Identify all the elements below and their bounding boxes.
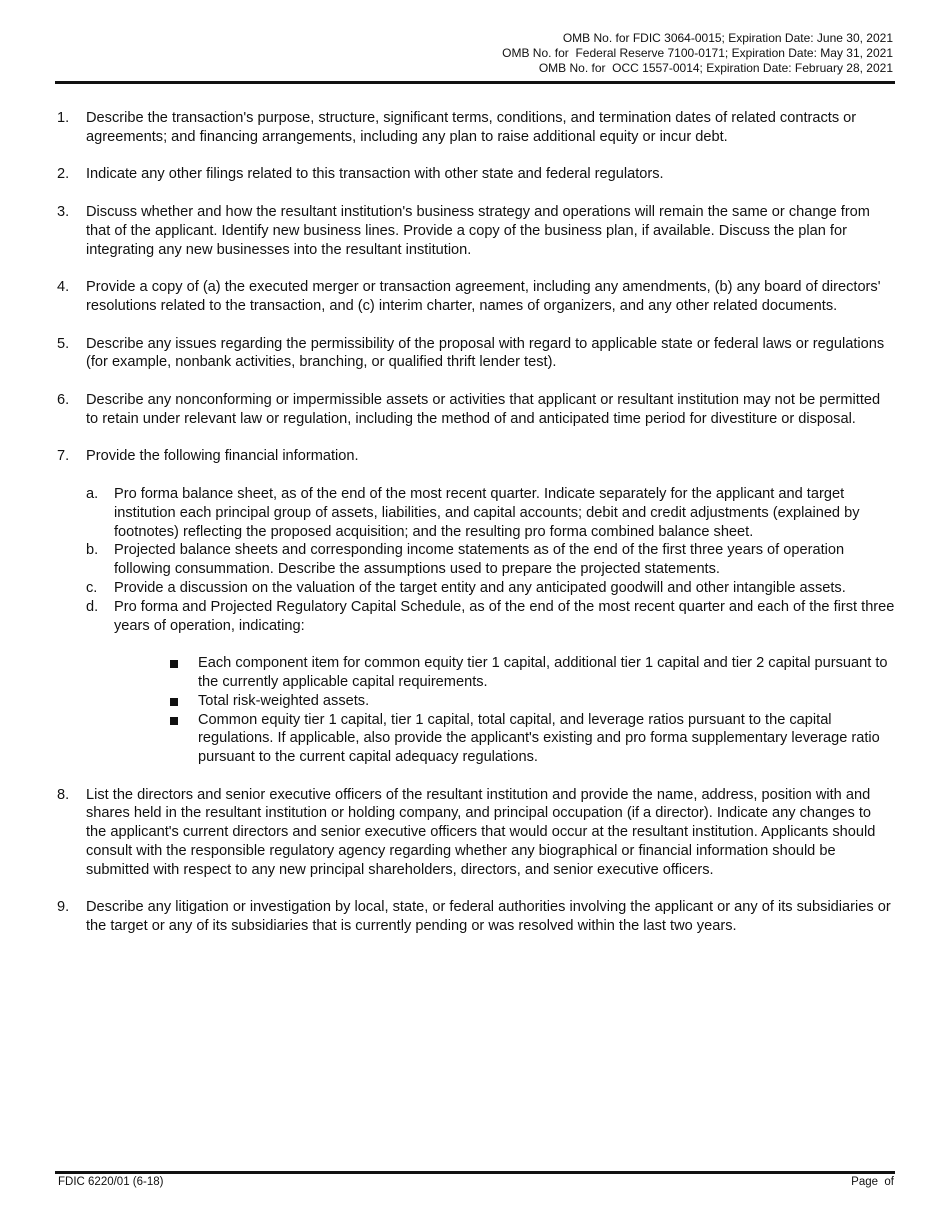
item-number: 9. (57, 899, 70, 916)
list-item-8 (55, 786, 895, 880)
item-text: Describe any nonconforming or impermissible assets or activities that applicant or resultant institution may not be permitted to retain under relevant law or regulation, including the method of and anticipated time period for divestiture or disposal. (86, 391, 881, 427)
omb-line-federal-reserve: OMB No. for Federal Reserve 7100-0171; Expiration Date: May 31, 2021 (502, 46, 893, 60)
item-number: 3. (57, 203, 70, 220)
item-text: List the directors and senior executive officers of the resultant institution and provide the name, address, position with and shares held in the resultant institution or holding company, and principal occupation (if a director). Indicate any changes to the applicant's current directors and senior executive officers that would occur at the resultant institution. Applicants should consult with the responsible regulatory agency regarding whether any biographical or financial information should be submitted with respect to any new principal shareholders, directors, and senior executive officers. (86, 786, 876, 878)
item-number: 8. (57, 786, 70, 803)
list-item-1 (55, 109, 895, 147)
sub-item-letter: a. (86, 485, 99, 502)
bullet-item (170, 711, 895, 767)
item-text: Discuss whether and how the resultant institution's business strategy and operations will remain the same or change from that of the applicant. Identify new business lines. Provide a copy of the business plan, if available. Discuss the plan for integrating any new businesses into the resultant institution. (86, 203, 870, 258)
sub-item-text: Projected balance sheets and corresponding income statements as of the end of the first three years of operation following consummation. Describe the assumptions used to prepare the projected statements. (114, 542, 845, 578)
item-number: 1. (57, 110, 70, 126)
sub-item-d (86, 598, 895, 767)
capital-schedule-bullets (170, 654, 895, 767)
instructions-list (55, 109, 895, 955)
item-text: Describe any issues regarding the permissibility of the proposal with regard to applicable state or federal laws or regulations (for example, nonbank activities, branching, or qualified thrift lender test). (86, 335, 885, 371)
bullet-item (170, 654, 895, 692)
sub-item-a (86, 485, 895, 541)
bullet-text: Total risk-weighted assets. (198, 692, 370, 709)
item-text: Indicate any other filings related to this transaction with other state and federal regulators. (86, 166, 664, 183)
bullet-text: Common equity tier 1 capital, tier 1 capital, total capital, and leverage ratios pursuant to the capital regulations. If applicable, also provide the applicant's existing and pro forma supplementary leverage ratio pursuant to the current capital adequacy regulations. (198, 711, 880, 766)
footer-divider (55, 1171, 895, 1174)
header-divider (55, 81, 895, 84)
item-text: Provide a copy of (a) the executed merger or transaction agreement, including any amendments, (b) any board of directors' resolutions related to the transaction, and (c) interim charter, names of organizers, and any other related documents. (86, 279, 881, 314)
sub-item-letter: d. (86, 598, 99, 615)
item-number: 6. (57, 391, 70, 408)
item-text: Describe any litigation or investigation by local, state, or federal authorities involving the applicant or any of its subsidiaries or the target or any of its subsidiaries that is currently pending or was resolved within the last two years. (86, 899, 891, 935)
financial-info-sublist (86, 485, 895, 767)
square-bullet-icon (170, 660, 178, 668)
sub-item-text: Pro forma balance sheet, as of the end of the most recent quarter. Indicate separately for the applicant and target institution each principal group of assets, liabilities, and capital accounts; debit and credit adjustments (explained by footnotes) reflecting the proposed acquisition; and the resulting pro forma combined balance sheet. (114, 485, 860, 540)
list-item-3 (55, 203, 895, 259)
sub-item-b (86, 541, 895, 579)
list-item-4 (55, 278, 895, 316)
item-number: 4. (57, 279, 70, 296)
item-text: Provide the following financial information. (86, 448, 359, 465)
bullet-item (170, 692, 895, 711)
item-number: 5. (57, 335, 70, 352)
sub-item-text: Provide a discussion on the valuation of the target entity and any anticipated goodwill and other intangible assets. (114, 579, 846, 596)
list-item-7 (55, 447, 895, 767)
omb-line-occ: OMB No. for OCC 1557-0014; Expiration Date: February 28, 2021 (538, 61, 893, 75)
square-bullet-icon (170, 698, 178, 706)
omb-line-fdic: OMB No. for FDIC 3064-0015; Expiration Date: June 30, 2021 (562, 31, 893, 45)
bullet-text: Each component item for common equity tier 1 capital, additional tier 1 capital and tier 2 capital pursuant to the currently applicable capital requirements. (198, 655, 888, 690)
omb-header (502, 31, 893, 76)
sub-item-text: Pro forma and Projected Regulatory Capital Schedule, as of the end of the most recent quarter and each of the first three years of operation, indicating: (114, 598, 895, 634)
sub-item-letter: c. (86, 579, 98, 596)
item-number: 7. (57, 448, 70, 465)
sub-item-letter: b. (86, 542, 99, 559)
list-item-2 (55, 165, 895, 184)
page-number: Page of (851, 1176, 894, 1188)
list-item-6 (55, 391, 895, 429)
square-bullet-icon (170, 717, 178, 725)
sub-item-c (86, 579, 895, 598)
item-text: Describe the transaction's purpose, structure, significant terms, conditions, and termination dates of related contracts or agreements; and financing arrangements, including any plan to raise additional equity or incur debt. (86, 110, 857, 145)
form-id: FDIC 6220/01 (6-18) (58, 1176, 164, 1188)
list-item-9 (55, 898, 895, 936)
list-item-5 (55, 335, 895, 373)
item-number: 2. (57, 166, 70, 183)
